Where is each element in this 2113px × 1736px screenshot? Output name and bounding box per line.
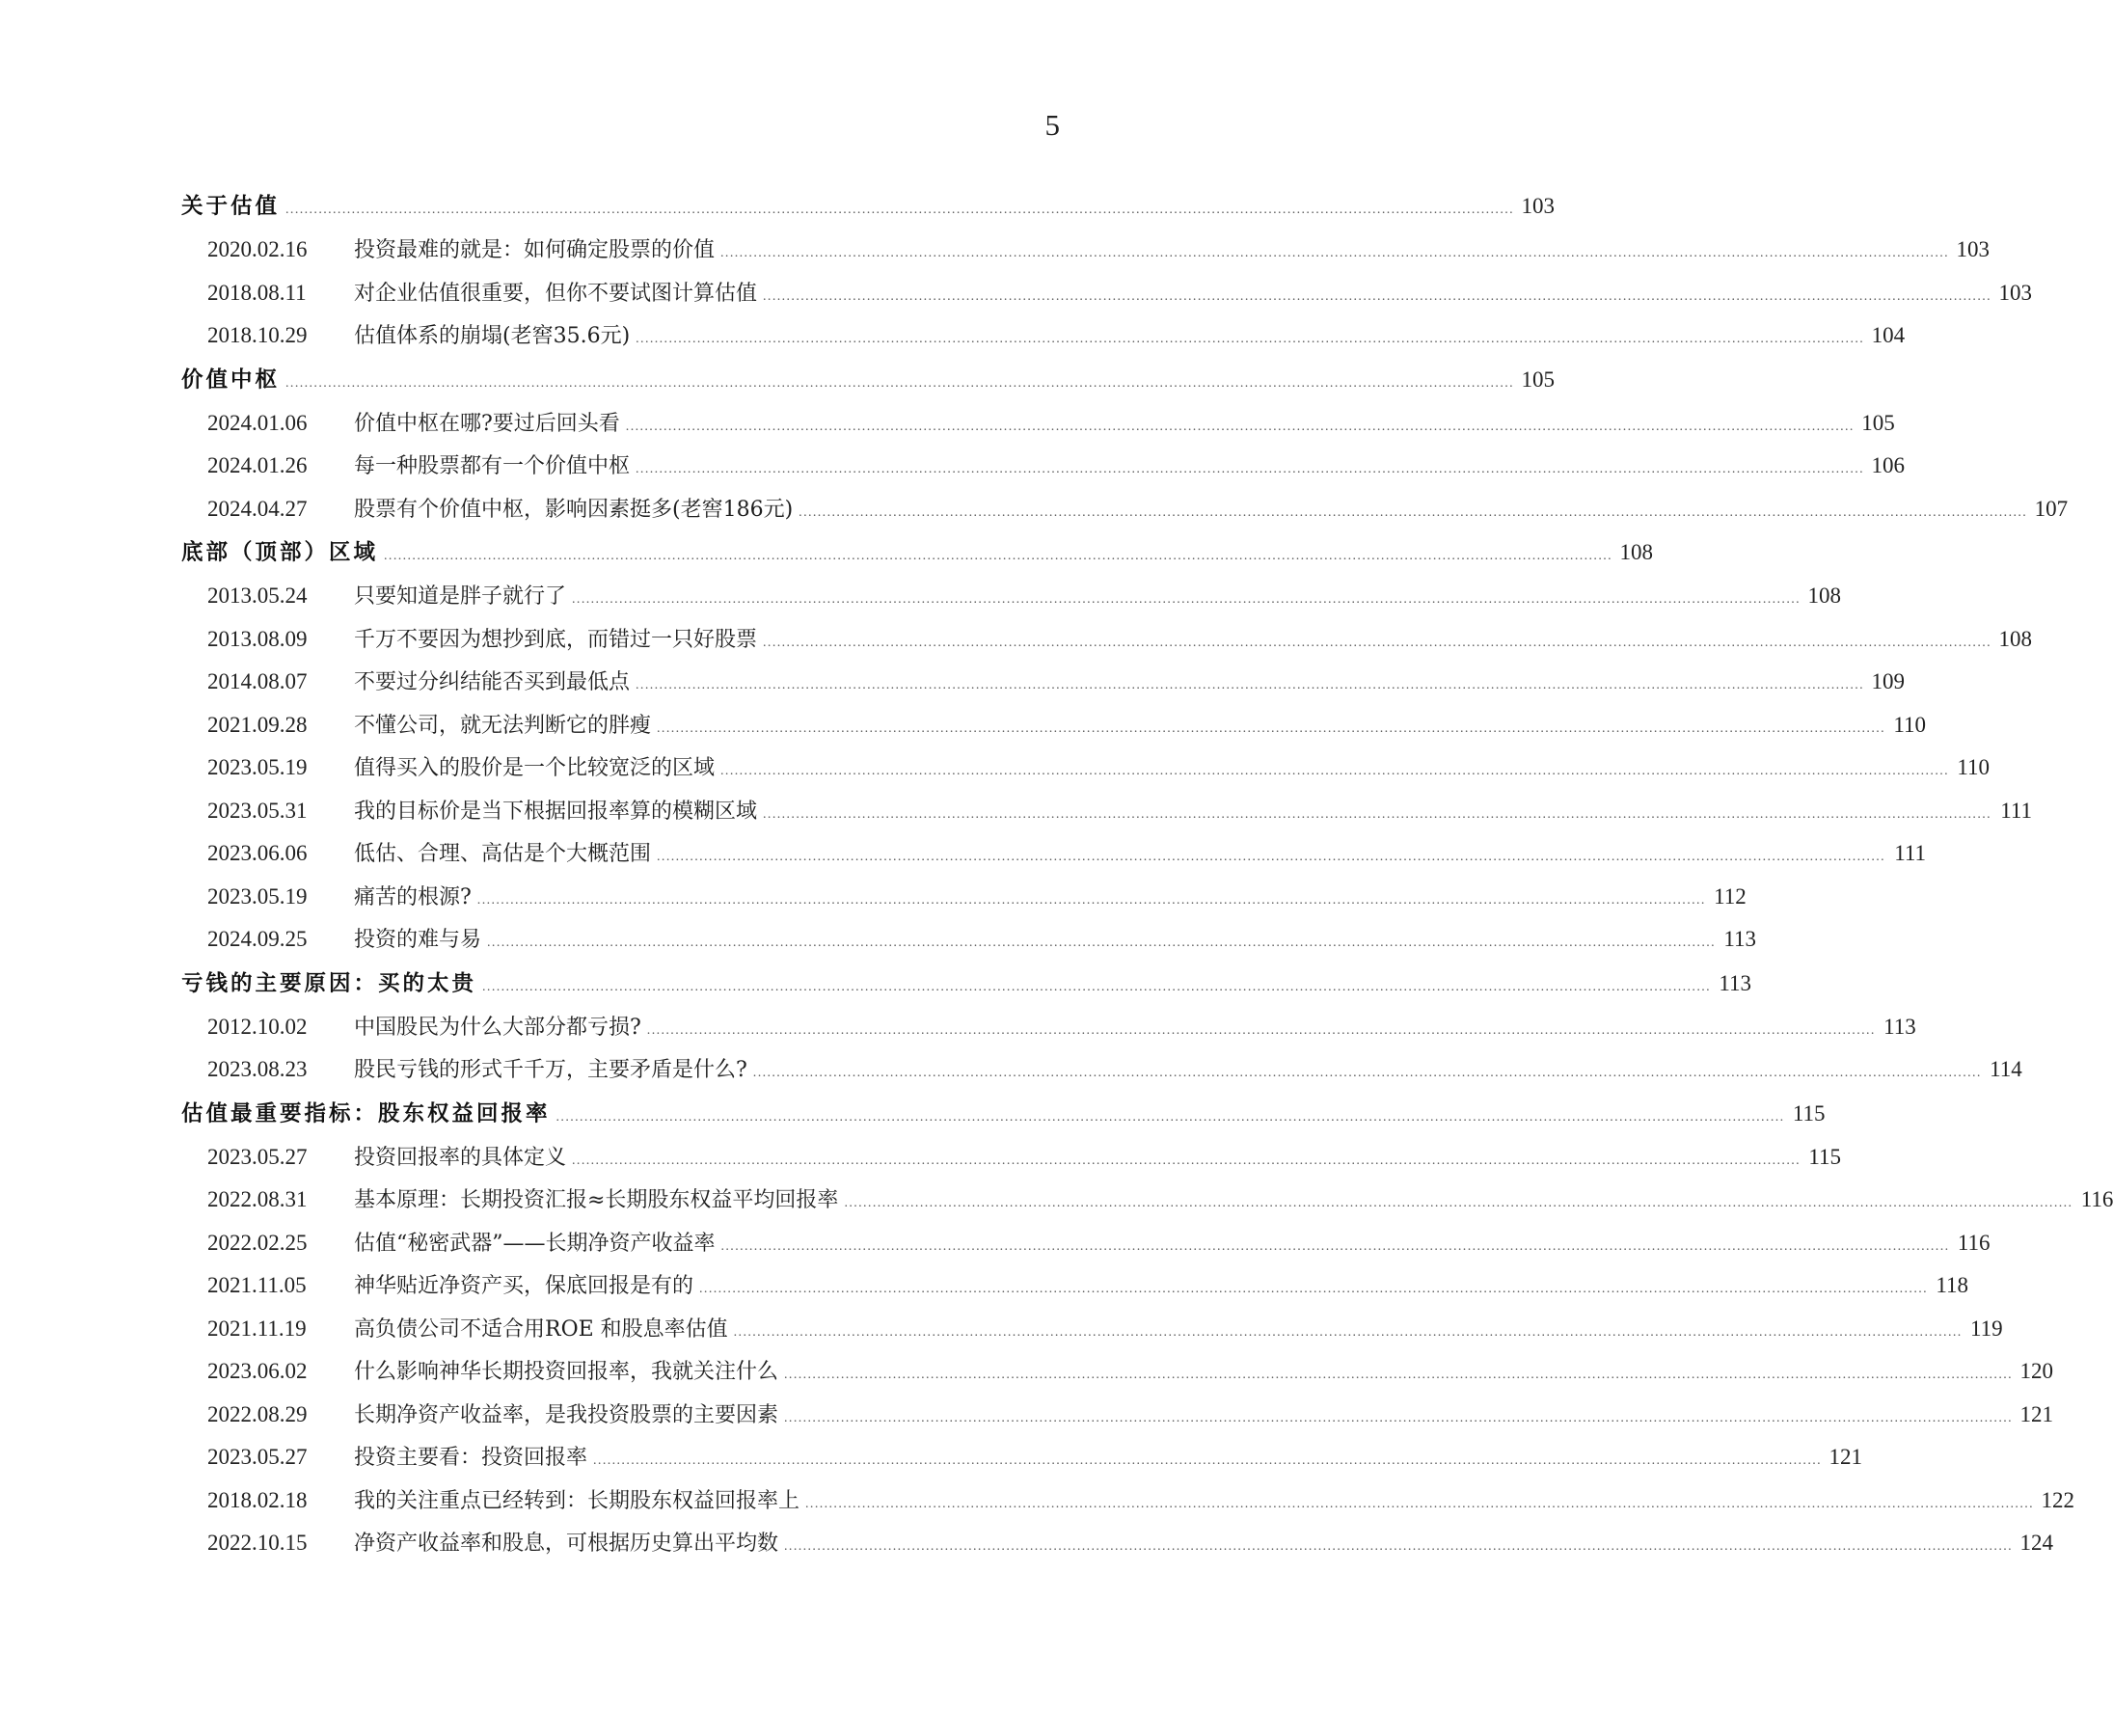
toc-page-number: 116 [1957,1230,1991,1255]
toc-entry [181,837,1927,881]
toc-entry-date: 2020.02.16 [207,237,308,261]
toc-page-number: 113 [1723,927,1757,951]
toc-page-number: 111 [1894,841,1927,865]
toc-entry-date: 2024.01.26 [207,453,308,477]
toc-page-number: 103 [1956,237,1991,261]
toc-entry [181,923,1757,966]
toc-entry [181,1011,1916,1054]
toc-entry-date: 2023.05.19 [207,883,308,909]
toc-entry [181,881,1747,924]
toc-entry-date: 2021.09.28 [207,712,308,737]
toc-entry-title: 每一种股票都有一个价值中枢 [354,454,631,478]
toc-page-number: 110 [1893,712,1927,737]
table-of-contents [181,189,2113,1570]
toc-entry-title: 低估、合理、高估是个大概范围 [354,842,652,866]
dot-leader: .................................................................................................................................................................................................................................................................... [844,1196,2073,1210]
toc-entry-title: 估值“秘密武器”——长期净资产收益率 [354,1231,716,1256]
toc-section-title: 底部（顶部）区域 [181,540,379,565]
toc-section-title: 价值中枢 [181,366,281,393]
toc-page-number: 118 [1936,1273,1969,1297]
toc-entry [181,795,2033,838]
toc-entry-title: 千万不要因为想抄到底，而错过一只好股票 [354,627,758,652]
toc-page-number: 112 [1714,883,1747,909]
toc-page-number: 115 [1808,1144,1842,1169]
dot-leader: .................................................................................................................................................................................................................................................................... [784,1410,2014,1425]
toc-section-heading [181,535,1654,580]
dot-leader: .................................................................................................................................................................................................................................................................... [636,332,1865,346]
toc-page-number: 104 [1871,323,1906,347]
toc-entry-date: 2014.08.07 [207,669,308,693]
dot-leader: .................................................................................................................................................................................................................................................................... [482,979,1712,994]
toc-entry-title: 只要知道是胖子就行了 [354,584,567,609]
toc-entry-title: 投资回报率的具体定义 [354,1145,567,1170]
dot-leader: .................................................................................................................................................................................................................................................................... [572,592,1801,607]
dot-leader: .................................................................................................................................................................................................................................................................... [799,504,2028,520]
toc-entry-title: 我的目标价是当下根据回报率算的模糊区域 [354,799,758,824]
dot-leader: .................................................................................................................................................................................................................................................................... [752,1066,1982,1080]
toc-entry-date: 2018.02.18 [207,1487,308,1512]
page-number: 5 [1044,108,1060,142]
toc-page-number: 113 [1719,970,1752,995]
toc-entry [181,449,1906,493]
toc-entry-date: 2023.05.31 [207,798,308,823]
dot-leader: .................................................................................................................................................................................................................................................................... [646,1022,1876,1038]
toc-page-number: 107 [2034,496,2069,521]
toc-entry-date: 2024.04.27 [207,496,308,521]
toc-entry-date: 2023.06.02 [207,1359,308,1383]
toc-entry [181,407,1895,450]
toc-entry-date: 2018.08.11 [207,280,307,305]
toc-entry-date: 2018.10.29 [207,323,308,347]
toc-entry-title: 什么影响神华长期投资回报率，我就关注什么 [354,1360,779,1384]
toc-page-number: 105 [1861,410,1895,435]
dot-leader: .................................................................................................................................................................................................................................................................... [763,288,1992,304]
toc-page-number: 108 [1807,583,1842,608]
toc-entry [181,709,1927,752]
toc-entry-date: 2022.10.15 [207,1531,308,1555]
toc-page-number: 108 [1619,540,1654,564]
dot-leader: .................................................................................................................................................................................................................................................................... [572,1153,1801,1168]
toc-page-number: 103 [1998,280,2033,305]
toc-entry-title: 不要过分纠结能否买到最低点 [354,670,631,694]
toc-entry-title: 不懂公司，就无法判断它的胖瘦 [354,713,652,738]
toc-section-title: 估值最重要指标：股东权益回报率 [181,1100,551,1126]
toc-entry [181,319,1906,363]
toc-entry [181,277,2033,320]
dot-leader: .................................................................................................................................................................................................................................................................... [720,246,1950,260]
toc-entry [181,623,2033,666]
toc-entry-title: 基本原理：长期投资汇报≈长期股东权益平均回报率 [354,1188,839,1212]
toc-entry-date: 2023.05.27 [207,1144,308,1169]
dot-leader: .................................................................................................................................................................................................................................................................... [487,936,1717,950]
toc-entry-title: 痛苦的根源? [354,884,472,909]
toc-entry-title: 估值体系的崩塌(老窖35.6元) [354,324,631,348]
toc-entry-date: 2024.09.25 [207,927,308,951]
dot-leader: .................................................................................................................................................................................................................................................................... [784,1368,2014,1382]
dot-leader: .................................................................................................................................................................................................................................................................... [805,1496,2035,1511]
toc-entry [181,1269,1969,1313]
toc-section-heading [181,363,1556,407]
dot-leader: .................................................................................................................................................................................................................................................................... [285,375,1515,391]
dot-leader: .................................................................................................................................................................................................................................................................... [476,892,1706,908]
toc-page-number: 108 [1998,626,2033,651]
toc-entry-title: 投资主要看：投资回报率 [354,1446,588,1470]
dot-leader: .................................................................................................................................................................................................................................................................... [593,1453,1823,1468]
toc-page-number: 124 [2019,1531,2054,1555]
toc-entry-date: 2024.01.06 [207,410,308,435]
toc-entry-title: 值得买入的股价是一个比较宽泛的区域 [354,756,716,780]
dot-leader: .................................................................................................................................................................................................................................................................... [657,720,1886,736]
dot-leader: .................................................................................................................................................................................................................................................................... [657,850,1886,864]
dot-leader: .................................................................................................................................................................................................................................................................... [384,549,1613,563]
toc-section-heading [181,1097,1826,1141]
toc-page-number: 105 [1521,366,1556,392]
dot-leader: .................................................................................................................................................................................................................................................................... [285,203,1515,217]
toc-entry [181,1527,2054,1570]
toc-entry-title: 投资的难与易 [354,928,482,952]
toc-entry-title: 投资最难的就是：如何确定股票的价值 [354,238,716,262]
toc-entry [181,1141,1842,1184]
toc-entry [181,1484,2075,1528]
toc-page-number: 114 [1990,1057,2022,1081]
toc-entry-date: 2023.06.06 [207,841,308,865]
toc-entry-date: 2013.08.09 [207,626,308,651]
toc-entry-title: 神华贴近净资产买，保底回报是有的 [354,1274,694,1298]
toc-entry-date: 2022.08.29 [207,1401,308,1426]
toc-entry-title: 净资产收益率和股息，可根据历史算出平均数 [354,1532,779,1556]
toc-page-number: 120 [2019,1359,2054,1383]
toc-entry-title: 我的关注重点已经转到：长期股东权益回报率上 [354,1488,800,1513]
toc-entry-title: 对企业估值很重要，但你不要试图计算估值 [354,281,758,306]
toc-page-number: 121 [1829,1445,1863,1469]
toc-entry-date: 2021.11.19 [207,1316,307,1341]
toc-entry [181,665,1906,709]
toc-page-number: 110 [1957,755,1991,779]
dot-leader: .................................................................................................................................................................................................................................................................... [636,678,1865,692]
toc-entry-date: 2021.11.05 [207,1273,307,1297]
toc-page-number: 119 [1970,1316,2003,1341]
toc-entry-date: 2023.05.19 [207,755,308,779]
toc-entry [181,751,1991,795]
toc-section-title: 亏钱的主要原因：买的太贵 [181,970,477,996]
toc-entry-date: 2022.08.31 [207,1187,308,1211]
dot-leader: .................................................................................................................................................................................................................................................................... [784,1539,2014,1554]
toc-entry [181,493,2069,536]
toc-entry [181,1227,1991,1270]
toc-page-number: 122 [2041,1487,2075,1512]
toc-entry-title: 股票有个价值中枢，影响因素挺多(老窖186元) [354,497,794,522]
toc-entry [181,1398,2054,1442]
toc-entry-date: 2012.10.02 [207,1014,308,1039]
toc-page-number: 106 [1871,453,1906,477]
toc-page-number: 116 [2080,1187,2113,1211]
toc-entry-title: 中国股民为什么大部分都亏损? [354,1015,641,1040]
toc-page-number: 103 [1521,194,1556,218]
toc-entry-title: 长期净资产收益率，是我投资股票的主要因素 [354,1402,779,1427]
toc-entry [181,1441,1863,1484]
dot-leader: .................................................................................................................................................................................................................................................................... [720,1238,1950,1254]
toc-entry-date: 2013.05.24 [207,583,308,608]
toc-page-number: 109 [1871,669,1906,693]
dot-leader: .................................................................................................................................................................................................................................................................... [733,1324,1963,1340]
dot-leader: .................................................................................................................................................................................................................................................................... [636,462,1865,476]
toc-section-heading [181,189,1556,233]
toc-entry [181,233,1991,277]
toc-page-number: 111 [2000,798,2033,823]
toc-entry [181,1053,2022,1097]
toc-entry [181,580,1842,623]
toc-entry-date: 2023.05.27 [207,1445,308,1469]
toc-entry-title: 高负债公司不适合用ROE 和股息率估值 [354,1316,728,1342]
toc-section-title: 关于估值 [181,194,281,219]
dot-leader: .................................................................................................................................................................................................................................................................... [625,419,1855,434]
toc-page-number: 121 [2019,1401,2054,1426]
toc-entry-title: 价值中枢在哪?要过后回头看 [354,411,620,436]
toc-entry-date: 2023.08.23 [207,1057,308,1081]
toc-section-heading [181,966,1752,1011]
toc-entry [181,1183,2113,1227]
dot-leader: .................................................................................................................................................................................................................................................................... [720,764,1950,778]
dot-leader: .................................................................................................................................................................................................................................................................... [763,635,1992,650]
toc-entry-title: 股民亏钱的形式千千万，主要矛盾是什么? [354,1058,747,1082]
dot-leader: .................................................................................................................................................................................................................................................................... [699,1282,1929,1296]
toc-page-number: 115 [1792,1100,1826,1126]
toc-page-number: 113 [1883,1014,1916,1039]
dot-leader: .................................................................................................................................................................................................................................................................... [555,1109,1785,1125]
toc-entry-date: 2022.02.25 [207,1230,308,1255]
dot-leader: .................................................................................................................................................................................................................................................................... [763,806,1992,822]
toc-entry [181,1355,2054,1398]
toc-entry [181,1313,2003,1356]
